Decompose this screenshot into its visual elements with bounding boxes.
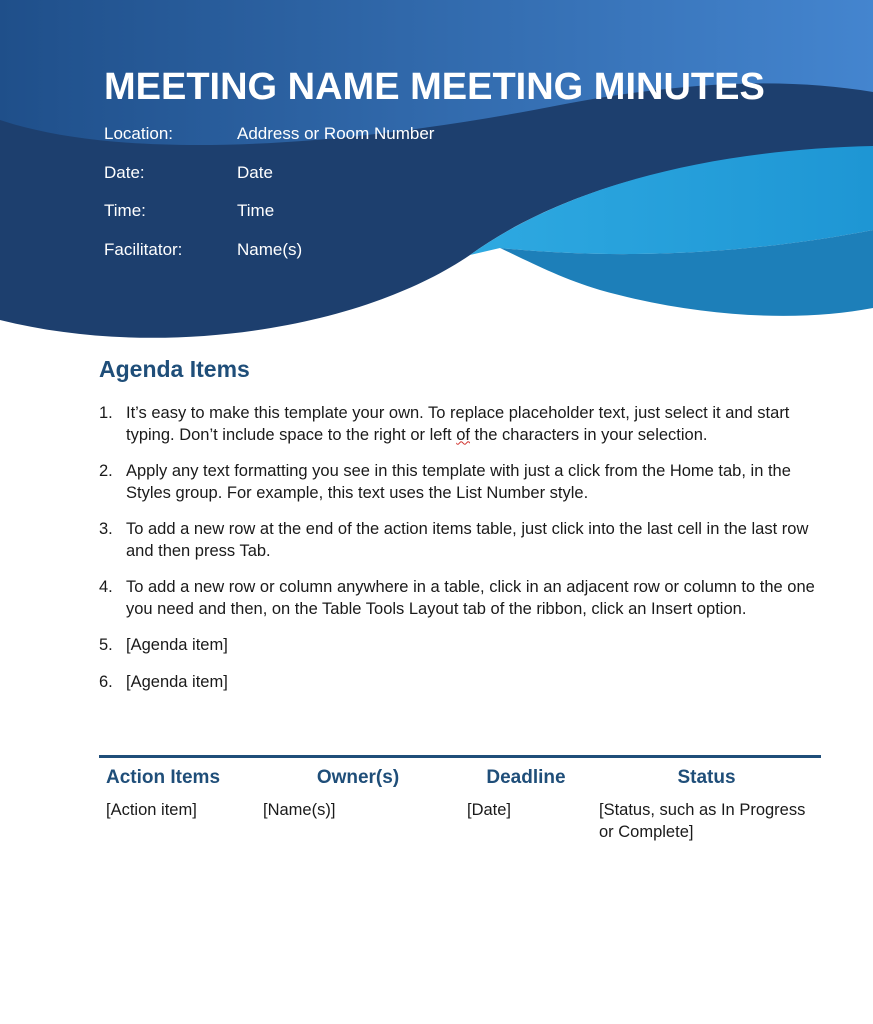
agenda-item[interactable]	[99, 461, 829, 504]
time-value[interactable]: Time	[237, 201, 275, 220]
spelling-flagged-word[interactable]: of	[456, 425, 470, 444]
facilitator-label: Facilitator:	[104, 239, 183, 259]
agenda-item-text: It’s easy to make this template your own. To replace placeholder text, just select it and start typing. Don’t include space to the right or left	[126, 404, 790, 444]
date-label: Date:	[104, 162, 145, 182]
location-value[interactable]: Address or Room Number	[237, 124, 435, 143]
agenda-item[interactable]	[99, 672, 829, 694]
time-label: Time:	[104, 201, 146, 220]
header-deadline: Deadline	[486, 767, 566, 788]
table-top-rule	[99, 755, 821, 758]
agenda-item-text: [Agenda item]	[126, 672, 228, 691]
agenda-item-text: To add a new row at the end of the action items table, just click into the last cell in the last row and then press Tab.	[126, 520, 809, 560]
date-value[interactable]: Date	[237, 162, 273, 182]
agenda-item-number: 1.	[99, 404, 113, 422]
agenda-item-number: 3.	[99, 520, 113, 538]
agenda-item-number: 6.	[99, 672, 113, 691]
action-items-table	[99, 761, 821, 845]
page-title: MEETING NAME MEETING MINUTES	[104, 66, 765, 108]
agenda-item-number: 5.	[99, 636, 113, 654]
cell-owner[interactable]: [Name(s)]	[263, 801, 336, 819]
agenda-item-text: [Agenda item]	[126, 636, 228, 654]
agenda-item[interactable]	[99, 577, 829, 620]
facilitator-value[interactable]: Name(s)	[237, 239, 303, 259]
cell-status[interactable]: [Status, such as In Progress or Complete]	[599, 801, 806, 841]
cell-deadline[interactable]: [Date]	[467, 801, 512, 819]
table-header-row	[99, 761, 821, 797]
agenda-item-number: 4.	[99, 578, 113, 596]
agenda-item[interactable]	[99, 635, 829, 657]
agenda-heading: Agenda Items	[99, 356, 250, 382]
header-status: Status	[677, 767, 736, 788]
table-row	[99, 797, 821, 845]
agenda-item[interactable]	[99, 403, 829, 446]
header-action-items: Action Items	[106, 767, 221, 788]
location-label: Location:	[104, 124, 173, 143]
agenda-list	[99, 403, 829, 708]
agenda-item-text: Apply any text formatting you see in this template with just a click from the Home tab, in the Styles group. For example, this text uses the List Number style.	[126, 462, 791, 502]
header-owners: Owner(s)	[316, 767, 400, 788]
agenda-item-text-end: the characters in your selection.	[469, 425, 708, 444]
agenda-item-number: 2.	[99, 462, 113, 480]
agenda-item[interactable]	[99, 519, 829, 562]
cell-action-item[interactable]: [Action item]	[106, 801, 197, 819]
agenda-item-text: To add a new row or column anywhere in a table, click in an adjacent row or column to the one you need and then, on the Table Tools Layout tab of the ribbon, click an Insert option.	[126, 578, 815, 618]
